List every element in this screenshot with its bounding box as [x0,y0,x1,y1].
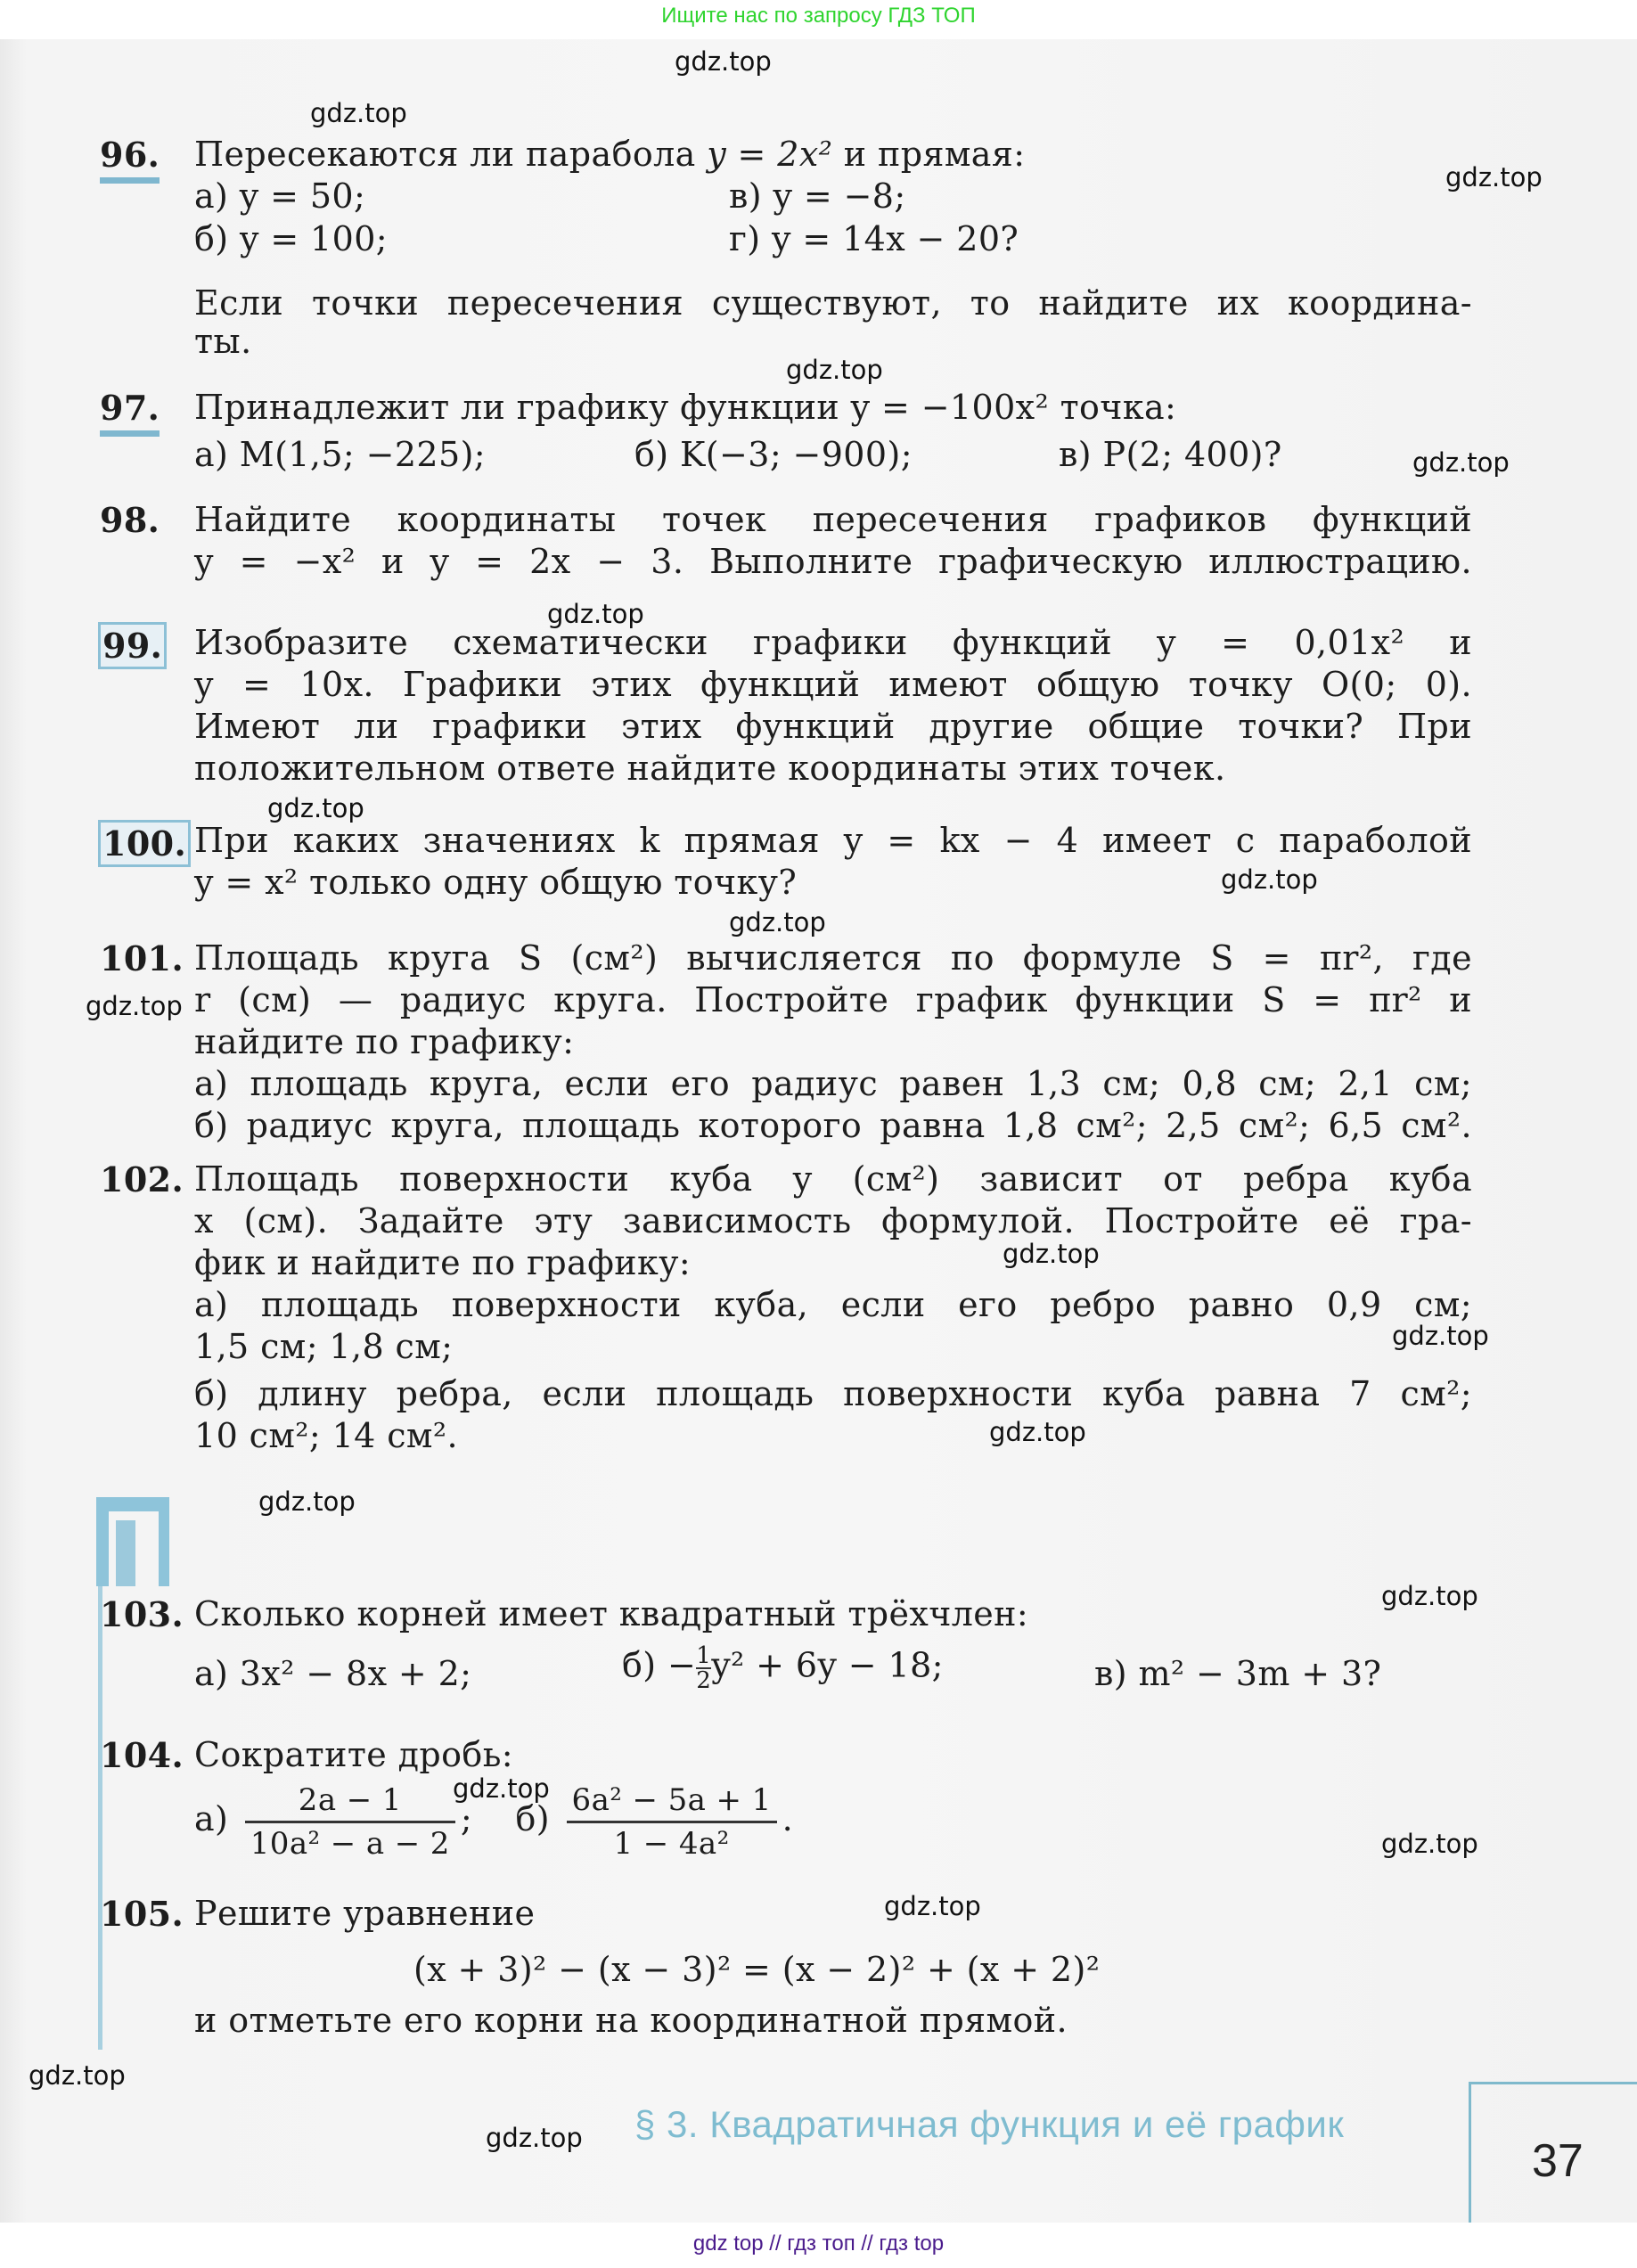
problem-text: Имеют ли графики этих функций другие общие точки? При [194,707,1472,746]
watermark: gdz.top [86,991,183,1021]
problem-104: 104. Сократите дробь: а) $\frac{2a - 1}{\text{10a² − a − 2}}$ ; б) $\frac{\text{6a² − 5a + 1}}{\text{1 − 4a²}}$ . [100,1734,1472,1863]
bottom-banner-text[interactable]: gdz top // гдз топ // гдз top [692,2231,945,2256]
section-title: § 3. Квадратичная функция и её график [634,2103,1345,2145]
problem-number: 98. [100,500,160,540]
problem-text: Площадь поверхности куба y (см²) зависит от ребра куба [194,1159,1472,1199]
option-a: а) площадь поверхности куба, если его ребро равно 0,9 см; [194,1285,1472,1324]
fraction-a: $\frac{2a - 1}{\text{10a² − a − 2}}$ [245,1781,455,1863]
watermark: gdz.top [729,907,826,937]
watermark: gdz.top [453,1773,550,1804]
watermark: gdz.top [486,2123,583,2153]
problem-100 [100,820,1472,904]
problem-text: y = −x² и y = 2x − 3. Выполните графическую иллюстрацию. [194,542,1472,581]
problem-note-cont: ты. [194,322,252,361]
option-b: б) y = 100; [194,219,388,258]
option-c: в) m² − 3m + 3? [1094,1654,1382,1693]
watermark: gdz.top [1392,1321,1489,1351]
problem-text: Найдите координаты точек пересечения графиков функций [194,500,1472,539]
problem-number: 104. [100,1735,184,1775]
problem-text: x (см). Задайте эту зависимость формулой. Постройте её гра- [194,1201,1472,1240]
watermark: gdz.top [1221,864,1318,895]
problem-number: 97. [100,387,160,437]
problem-text: и отметьте его корни на координатной прямой. [194,2001,1068,2040]
watermark: gdz.top [258,1486,356,1517]
problem-text: Сократите дробь: [194,1735,513,1774]
problem-103 [100,1593,1472,1707]
option-c: в) y = −8; [729,176,906,216]
watermark: gdz.top [310,98,407,128]
page-number: 37 [1532,2135,1584,2187]
watermark: gdz.top [1381,1829,1478,1859]
problem-number: 101. [100,938,184,978]
option-d: г) y = 14x − 20? [729,219,1019,258]
option-a: а) 3x² − 8x + 2; [194,1654,472,1693]
option-a-cont: 1,5 см; 1,8 см; [194,1327,454,1366]
problem-97 [100,387,1472,480]
watermark: gdz.top [1381,1581,1478,1611]
option-b: б) радиус круга, площадь которого равна 1,8 см²; 2,5 см²; 6,5 см². [194,1106,1472,1145]
problem-number: 96. [100,134,160,184]
option-b-cont: 10 см²; 14 см². [194,1416,458,1455]
watermark: gdz.top [989,1417,1086,1447]
option-a-label: а) [194,1799,229,1838]
page-number-box [1469,2082,1637,2225]
problem-number: 100. [98,820,191,867]
top-banner-text: Ищите нас по запросу ГДЗ ТОП [661,4,976,28]
problem-text: y = 10x. Графики этих функций имеют общую точку O(0; 0). [194,665,1472,704]
problem-98 [100,499,1472,583]
fraction-b: $\frac{\text{6a² − 5a + 1}}{\text{1 − 4a²}}$ [567,1781,777,1863]
option-b: б) − $\frac{1}{2}y^2 + 6y - 18$; [622,1642,944,1694]
problem-99 [100,622,1472,790]
problem-text: положительном ответе найдите координаты этих точек. [194,749,1226,788]
problem-number: 102. [100,1159,184,1200]
problem-text: Принадлежит ли графику функции y = −100x² точка: [194,388,1177,427]
problem-text: Пересекаются ли парабола y = 2x² и прямая: [194,135,1026,174]
problem-text: y = x² только одну общую точку? [194,863,798,902]
problem-note: Если точки пересечения существуют, то найдите их координа- [194,283,1472,323]
option-b: б) K(−3; −900); [634,435,913,474]
option-a: а) y = 50; [194,176,366,216]
option-a: а) площадь круга, если его радиус равен 1,3 см; 0,8 см; 2,1 см; [194,1064,1472,1103]
equation: (x + 3)² − (x − 3)² = (x − 2)² + (x + 2)² [413,1950,1101,1989]
problem-text: Изобразите схематически графики функций y = 0,01x² и [194,623,1472,662]
problem-text: фик и найдите по графику: [194,1243,692,1282]
problem-number: 103. [100,1594,184,1634]
watermark: gdz.top [1412,447,1510,478]
problem-text: Сколько корней имеет квадратный трёхчлен: [194,1594,1029,1633]
watermark: gdz.top [547,599,644,629]
problem-text: Площадь круга S (см²) вычисляется по формуле S = πr², где [194,938,1472,978]
problem-96 [100,134,1472,363]
option-b-label: б) [515,1799,551,1838]
problem-text: найдите по графику: [194,1022,575,1061]
watermark: gdz.top [1445,162,1543,192]
problem-102 [100,1159,1472,1457]
problem-text: При каких значениях k прямая y = kx − 4 имеет с параболой [194,821,1472,860]
watermark: gdz.top [1003,1239,1100,1269]
problem-105 [100,1893,1472,2042]
watermark: gdz.top [786,355,883,385]
problem-text: Решите уравнение [194,1894,536,1933]
watermark: gdz.top [267,793,364,823]
section-marker-icon [96,1497,169,1586]
watermark: gdz.top [29,2060,126,2091]
watermark: gdz.top [675,46,772,77]
bottom-banner [0,2223,1637,2268]
problem-text: r (см) — радиус круга. Постройте график функции S = πr² и [194,980,1472,1019]
option-a: а) M(1,5; −225); [194,435,487,474]
problem-number: 105. [100,1894,184,1934]
option-b: б) длину ребра, если площадь поверхности куба равна 7 см²; [194,1374,1472,1413]
top-banner [0,0,1637,39]
problem-number: 99. [98,622,167,669]
problem-101 [100,937,1472,1147]
option-c: в) P(2; 400)? [1059,435,1282,474]
watermark: gdz.top [884,1891,981,1921]
